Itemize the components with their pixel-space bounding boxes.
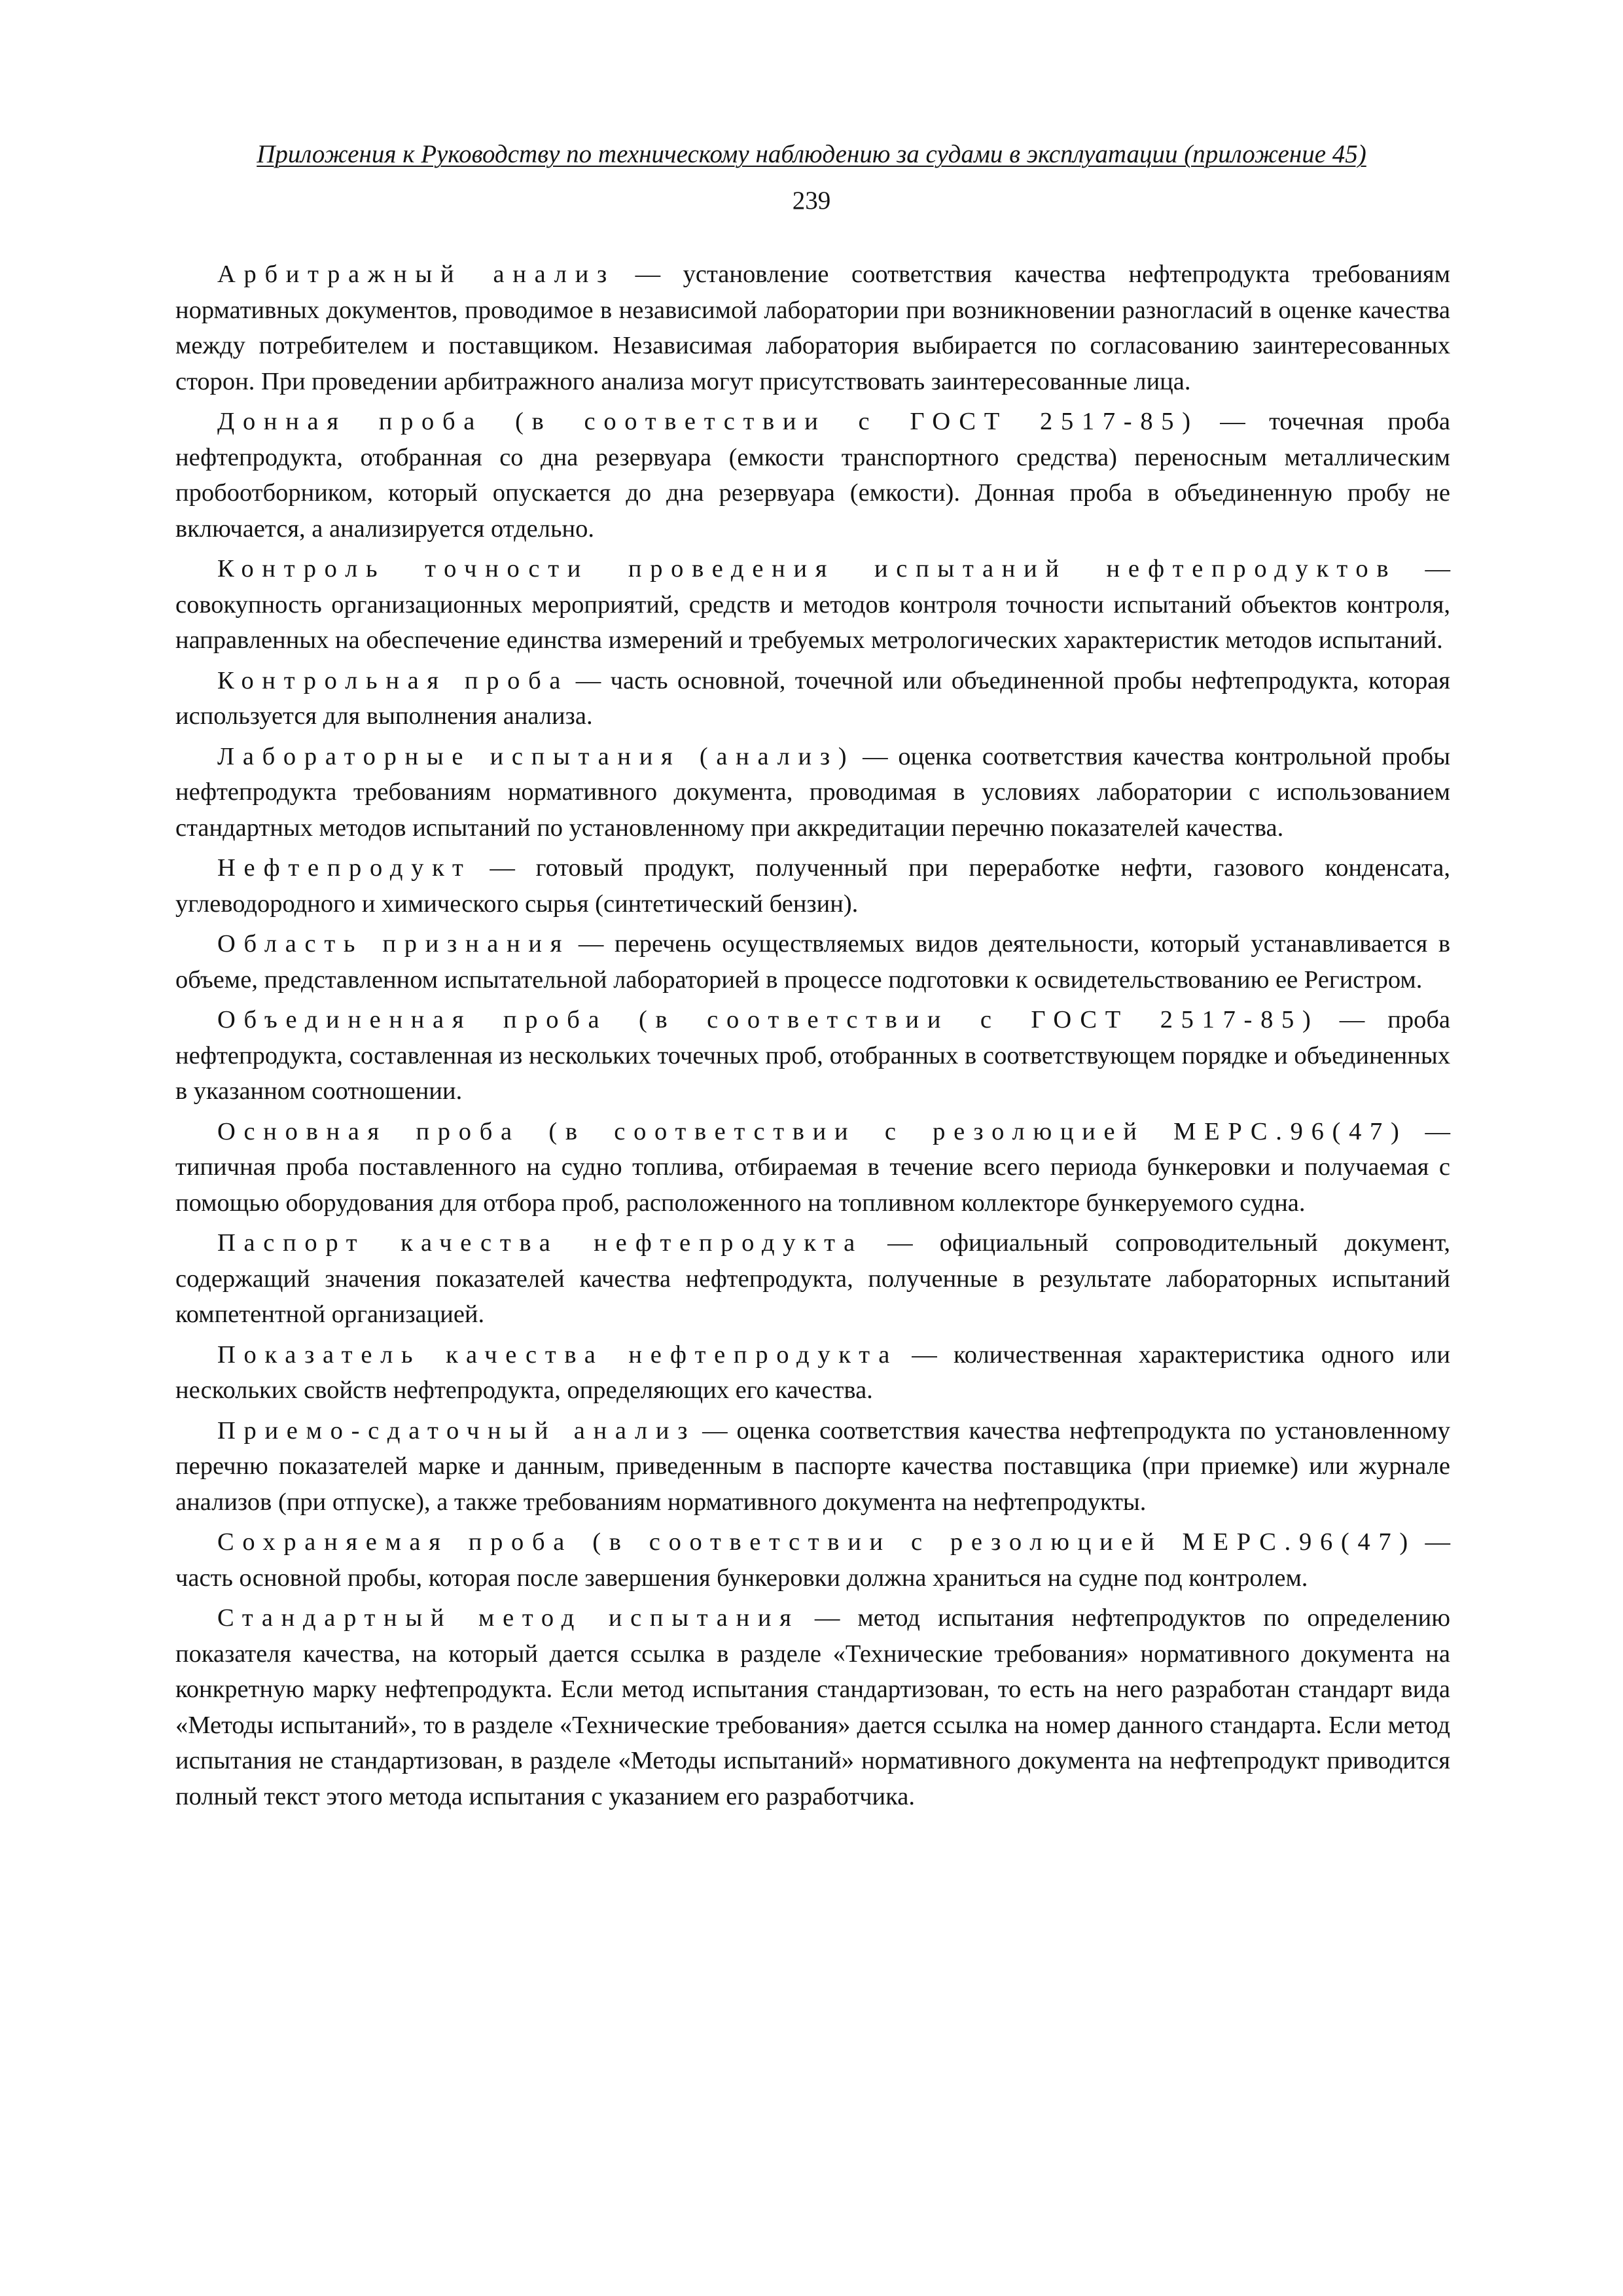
glossary-term: Область признания	[217, 930, 571, 958]
glossary-term: Донная проба (в соответствии с ГОСТ 2517-85)	[217, 408, 1199, 435]
glossary-entry	[175, 926, 1450, 997]
glossary-definition: — количественная характеристика одного или нескольких свойств нефтепродукта, определяющих его качества.	[175, 1340, 1451, 1404]
glossary-entry	[175, 663, 1450, 734]
glossary-definition: — оценка соответствия качества контрольной пробы нефтепродукта требованиям нормативного документа, проводимая в условиях лаборатории с использованием стандартных методов испытаний по установленному при аккредитации перечню показателей качества.	[175, 742, 1451, 842]
glossary-term: Паспорт качества нефтепродукта	[217, 1229, 863, 1257]
glossary-entry	[175, 1413, 1450, 1520]
glossary-entry	[175, 257, 1450, 399]
running-header: Приложения к Руководству по техническому наблюдению за судами в эксплуатации (приложение 45)	[257, 140, 1366, 168]
glossary-term: Основная проба (в соответствии с резолюцией МЕРС.96(47)	[217, 1117, 1408, 1145]
glossary-definition: — совокупность организационных мероприятий, средств и методов контроля точности испытаний объектов контроля, направленных на обеспечение единства измерений и требуемых метрологических характеристик методов испытаний.	[175, 555, 1451, 654]
glossary-definition: — часть основной пробы, которая после завершения бункеровки должна храниться на судне под контролем.	[175, 1528, 1451, 1592]
glossary-definition: — проба нефтепродукта, составленная из нескольких точечных проб, отобранных в соответствующем порядке и объединенных в указанном соотношении.	[175, 1006, 1450, 1105]
glossary-definition: — официальный сопроводительный документ, содержащий значения показателей качества нефтепродукта, полученные в результате лабораторных испытаний компетентной организацией.	[175, 1229, 1450, 1328]
glossary-entry	[175, 551, 1450, 658]
glossary-entry	[175, 1337, 1450, 1408]
glossary-entry	[175, 739, 1450, 846]
glossary-term: Контроль точности проведения испытаний нефтепродуктов	[217, 555, 1397, 583]
glossary-definition: — перечень осуществляемых видов деятельности, который устанавливается в объеме, представленном испытательной лабораторией в процессе подготовки к освидетельствованию ее Регистром.	[175, 930, 1450, 994]
glossary-term: Показатель качества нефтепродукта	[217, 1340, 898, 1369]
glossary-term: Стандартный метод испытания	[217, 1604, 800, 1632]
page-number: 239	[792, 187, 831, 215]
glossary-definition: — оценка соответствия качества нефтепродукта по установленному перечню показателей марке и данным, приведенным в паспорте качества поставщика (при приемке) или журнале анализов (при отпуске), а также требованиям нормативного документа на нефтепродукты.	[175, 1416, 1450, 1516]
glossary-entry	[175, 1225, 1450, 1333]
glossary-entry	[175, 1524, 1450, 1596]
glossary-entry	[175, 1002, 1450, 1109]
glossary-definition: — часть основной, точечной или объединенной пробы нефтепродукта, которая используется для выполнения анализа.	[175, 666, 1451, 730]
glossary-entry	[175, 1114, 1450, 1221]
glossary-term: Объединенная проба (в соответствии с ГОСТ 2517-85)	[217, 1006, 1319, 1033]
glossary-term: Арбитражный анализ	[217, 260, 615, 288]
glossary-entry	[175, 850, 1450, 922]
glossary-entry	[175, 404, 1450, 547]
glossary-term: Контрольная проба	[217, 666, 569, 694]
glossary-definition: — метод испытания нефтепродуктов по определению показателя качества, на который дается ссылка в разделе «Технические требования» нормативного документа на конкретную марку нефтепродукта. Если метод испытания стандартизован, то есть на него разработан стандарт вида «Методы испытаний», то в разделе «Технические требования» дается ссылка на номер данного стандарта. Если метод испытания не стандартизован, в разделе «Методы испытаний» нормативного документа на нефтепродукт приводится полный текст этого метода испытания с указанием его разработчика.	[175, 1604, 1450, 1810]
glossary-term: Приемо-сдаточный анализ	[217, 1416, 696, 1444]
glossary-definition: — готовый продукт, полученный при переработке нефти, газового конденсата, углеводородного и химического сырья (синтетический бензин).	[175, 854, 1450, 918]
glossary-body	[175, 257, 1450, 1819]
glossary-term: Сохраняемая проба (в соответствии с резолюцией МЕРС.96(47)	[217, 1528, 1416, 1556]
glossary-definition: — типичная проба поставленного на судно топлива, отбираемая в течение всего периода бункеровки и получаемая с помощью оборудования для отбора проб, расположенного на топливном коллекторе бункеруемого судна.	[175, 1117, 1450, 1217]
glossary-definition: — установление соответствия качества нефтепродукта требованиям нормативных документов, проводимое в независимой лаборатории при возникновении разногласий в оценке качества между потребителем и поставщиком. Независимая лаборатория выбирается по согласованию заинтересованных сторон. При проведении арбитражного анализа могут присутствовать заинтересованные лица.	[175, 260, 1451, 395]
glossary-entry	[175, 1600, 1450, 1814]
glossary-term: Лабораторные испытания (анализ)	[217, 742, 855, 770]
glossary-term: Нефтепродукт	[217, 854, 472, 882]
glossary-definition: — точечная проба нефтепродукта, отобранная со дна резервуара (емкости транспортного средства) переносным металлическим пробоотборником, который опускается до дна резервуара (емкости). Донная проба в объединенную пробу не включается, а анализируется отдельно.	[175, 408, 1451, 543]
